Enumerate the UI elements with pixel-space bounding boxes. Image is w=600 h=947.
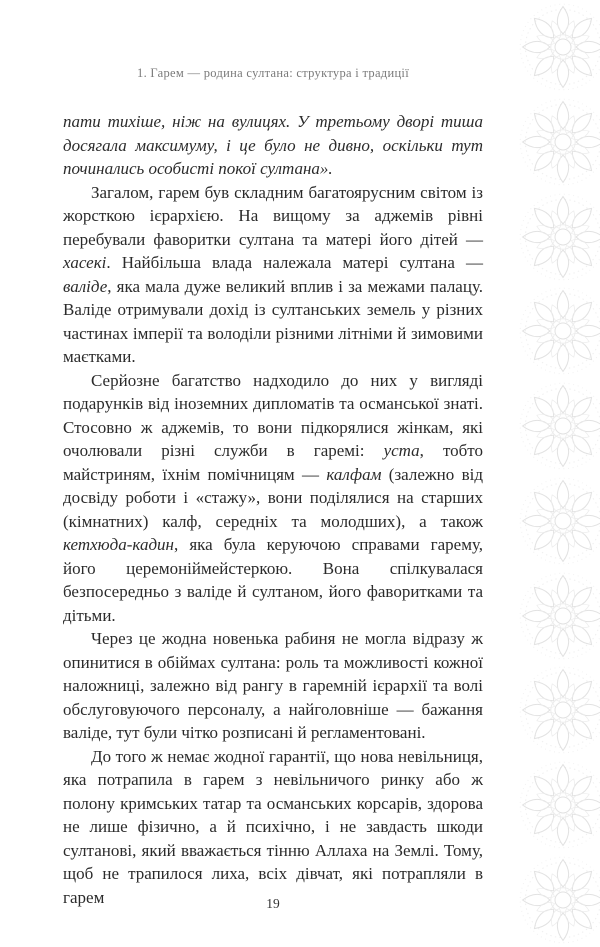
italic-run: калфам	[326, 464, 382, 484]
paragraph	[63, 745, 483, 910]
text-run: , яка мала дуже великий вплив і за межами палацу. Валіде отримували дохід із султанських земель у різних частинах імперії та володіли різними літніми й зимовими маєтками.	[63, 276, 483, 366]
paragraph	[63, 369, 483, 628]
italic-run: уста	[383, 441, 420, 460]
lace-medallion-icon	[516, 190, 600, 284]
text-run: (залежно від досвіду роботи і «стажу», вони поділялися на старших (кімнатних) калф, середніх та молодших), а також	[63, 464, 483, 531]
text-run: До того ж немає жодної гарантії, що нова невільниця, яка потрапила в гарем з невільничого ринку або ж полону кримських татар та османських корсарів, здорова не лише фізично, а й психічно, і не завдасть шкоди султанові, який вважається тінню Аллаха на Землі. Тому, щоб не трапилося лиха, всіх дівчат, які потрапляли в гарем	[63, 746, 483, 907]
lace-medallion-icon	[516, 569, 600, 663]
lace-medallion-icon	[516, 0, 600, 94]
lace-medallion-icon	[516, 95, 600, 189]
lace-medallion-icon	[516, 853, 600, 947]
running-header: 1. Гарем — родина султана: структура і традиції	[137, 66, 409, 80]
text-run: Серйозне багатство надходило до них у вигляді подарунків від іноземних дипломатів та османської знаті. Стосовно ж аджемів, то вони підкорялися жінкам, які очолювали різні служби в гаремі:	[63, 370, 483, 460]
page-number: 19	[266, 896, 280, 911]
paragraph	[63, 110, 483, 181]
ornament-strip	[516, 0, 600, 947]
text-run: , яка була керуючою справами гарему, його церемоніймейстеркою. Вона спілкувалася безпосередньо з валіде й султаном, його фаворитками та дітьми.	[63, 535, 483, 625]
italic-run: хасекі	[63, 253, 107, 272]
lace-medallion-icon	[516, 758, 600, 852]
lace-medallion-icon	[516, 379, 600, 473]
text-run: Через це жодна новенька рабиня не могла відразу ж опинитися в обіймах султана: роль та можливості кожної наложниці, залежно від рангу в гаремній ієрархії та волі обслуговуючого персоналу, а найголовніше — бажання валіде, тут були чітко розписані й регламентовані.	[63, 629, 483, 742]
lace-medallion-icon	[516, 284, 600, 378]
italic-run: кетхюда-кадин	[63, 535, 174, 554]
text-run: , тобто майстриням, їхнім помічницям —	[63, 441, 484, 484]
text-column	[63, 110, 483, 909]
text-run: Загалом, гарем був складним багатоярусним світом із жорсткою ієрархією. На вищому за аджемів рівні перебували фаворитки султана та матері його дітей —	[63, 182, 483, 249]
paragraph	[63, 181, 483, 369]
italic-run: пати тихіше, ніж на вулицях. У третьому дворі тиша досягала максимуму, і це було не дивно, оскільки тут починались особисті покої султана».	[63, 112, 483, 178]
paragraph	[63, 627, 483, 745]
text-run: . Найбільша влада належала матері султана —	[106, 253, 483, 272]
lace-medallion-icon	[516, 663, 600, 757]
italic-run: валіде	[63, 276, 108, 296]
lace-medallion-icon	[516, 474, 600, 568]
